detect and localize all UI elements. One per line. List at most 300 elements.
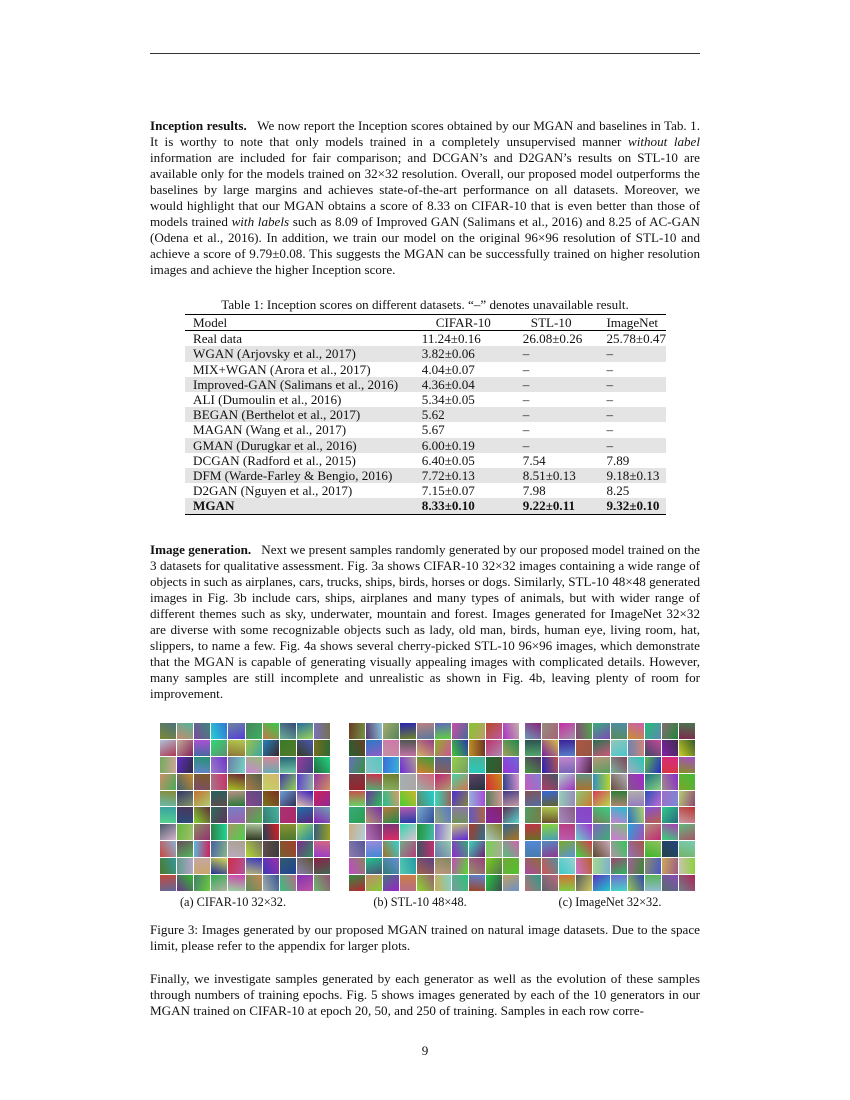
- sample-image: [628, 774, 644, 790]
- sample-image: [503, 841, 519, 857]
- cell-cifar10: 5.34±0.05: [421, 392, 475, 408]
- sample-image: [211, 807, 227, 823]
- sample-image: [542, 875, 558, 891]
- sample-image: [383, 841, 399, 857]
- cell-cifar10: 6.00±0.19: [421, 437, 475, 453]
- sample-image: [297, 807, 313, 823]
- sample-image: [593, 824, 609, 840]
- sample-image: [486, 723, 502, 739]
- sample-image: [645, 807, 661, 823]
- sample-image: [383, 807, 399, 823]
- sample-image: [611, 740, 627, 756]
- sample-image: [469, 858, 485, 874]
- sample-image: [297, 723, 313, 739]
- sample-image: [263, 841, 279, 857]
- cell-cifar10: 8.33±0.10: [421, 498, 475, 514]
- sample-image: [349, 824, 365, 840]
- sample-image: [314, 858, 330, 874]
- sample-image: [263, 875, 279, 891]
- cell-imagenet: –: [606, 392, 613, 408]
- cell-stl10: –: [522, 361, 530, 377]
- cell-imagenet: 9.18±0.13: [606, 468, 660, 484]
- cell-cifar10: 4.36±0.04: [421, 376, 475, 392]
- sample-image: [611, 723, 627, 739]
- inception-scores-table: [185, 314, 666, 515]
- cell-cifar10: 5.67: [421, 422, 445, 438]
- cell-cifar10: 6.40±0.05: [421, 452, 475, 468]
- sample-image: [246, 740, 262, 756]
- sample-image: [452, 858, 468, 874]
- sample-image: [383, 824, 399, 840]
- sample-image: [662, 740, 678, 756]
- image-generation-heading: Image generation.: [150, 542, 252, 557]
- sample-image: [628, 723, 644, 739]
- sample-image: [486, 757, 502, 773]
- sample-image: [349, 875, 365, 891]
- sample-image: [417, 858, 433, 874]
- sample-image: [194, 841, 210, 857]
- sample-image: [679, 824, 695, 840]
- sample-image: [645, 875, 661, 891]
- imagenet-sample-grid: [525, 723, 695, 891]
- final-text: Finally, we investigate samples generated by each generator as well as the evolution of these samples through numbers of training epochs. Fig. 5 shows images generated by each of the 10 generators in our MGAN trained on CIFAR-10 at epoch 20, 50, and 250 of training. Samples in each row corre-: [150, 971, 700, 1018]
- sample-image: [542, 807, 558, 823]
- sample-image: [435, 740, 451, 756]
- sample-image: [611, 757, 627, 773]
- sample-image: [486, 841, 502, 857]
- sample-image: [469, 841, 485, 857]
- sample-image: [366, 841, 382, 857]
- sample-image: [349, 774, 365, 790]
- sample-image: [280, 875, 296, 891]
- sample-image: [228, 807, 244, 823]
- sample-image: [525, 858, 541, 874]
- inception-emph-1: without label: [627, 134, 700, 149]
- sample-image: [400, 824, 416, 840]
- sample-image: [297, 875, 313, 891]
- sample-image: [452, 875, 468, 891]
- sample-image: [611, 841, 627, 857]
- table-row: [185, 377, 666, 392]
- sample-image: [435, 858, 451, 874]
- sample-image: [194, 757, 210, 773]
- sample-image: [542, 757, 558, 773]
- sample-image: [177, 757, 193, 773]
- sample-image: [503, 824, 519, 840]
- sample-image: [366, 807, 382, 823]
- sample-image: [503, 807, 519, 823]
- cell-imagenet: –: [606, 437, 613, 453]
- sample-image: [194, 774, 210, 790]
- sample-image: [314, 824, 330, 840]
- subcaption-a: (a) CIFAR-10 32×32.: [179, 895, 287, 909]
- cell-cifar10: 4.04±0.07: [421, 361, 475, 377]
- cell-imagenet: –: [606, 407, 613, 423]
- sample-image: [679, 841, 695, 857]
- sample-image: [525, 757, 541, 773]
- sample-image: [349, 757, 365, 773]
- sample-image: [486, 858, 502, 874]
- cell-stl10: 26.08±0.26: [522, 331, 583, 347]
- stl10-sample-grid: [349, 723, 519, 891]
- sample-image: [486, 774, 502, 790]
- sample-image: [542, 858, 558, 874]
- cell-model: DFM (Warde-Farley & Bengio, 2016): [193, 468, 393, 484]
- sample-image: [628, 740, 644, 756]
- sample-image: [314, 774, 330, 790]
- sample-image: [263, 807, 279, 823]
- sample-image: [314, 875, 330, 891]
- sample-image: [628, 875, 644, 891]
- sample-image: [246, 875, 262, 891]
- sample-image: [525, 740, 541, 756]
- sample-image: [593, 875, 609, 891]
- cell-stl10: –: [522, 422, 530, 438]
- sample-image: [160, 841, 176, 857]
- cell-imagenet: 7.89: [606, 452, 630, 468]
- sample-image: [525, 824, 541, 840]
- sample-image: [645, 841, 661, 857]
- cell-model: Real data: [193, 331, 243, 347]
- sample-image: [503, 875, 519, 891]
- sample-image: [211, 757, 227, 773]
- sample-image: [160, 723, 176, 739]
- sample-image: [576, 723, 592, 739]
- sample-image: [297, 841, 313, 857]
- sample-image: [228, 774, 244, 790]
- sample-image: [211, 723, 227, 739]
- cell-cifar10: 5.62: [421, 407, 445, 423]
- sample-image: [435, 875, 451, 891]
- sample-image: [593, 807, 609, 823]
- table-row: [185, 483, 666, 498]
- cell-stl10: 8.51±0.13: [522, 468, 576, 484]
- sample-image: [194, 740, 210, 756]
- sample-image: [263, 774, 279, 790]
- sample-image: [542, 824, 558, 840]
- sample-image: [525, 791, 541, 807]
- sample-image: [228, 841, 244, 857]
- sample-image: [246, 723, 262, 739]
- sample-image: [400, 774, 416, 790]
- sample-image: [314, 740, 330, 756]
- sample-image: [160, 774, 176, 790]
- sample-image: [611, 774, 627, 790]
- sample-image: [383, 858, 399, 874]
- sample-image: [559, 824, 575, 840]
- sample-image: [662, 858, 678, 874]
- sample-image: [246, 774, 262, 790]
- sample-image: [194, 723, 210, 739]
- sample-image: [194, 858, 210, 874]
- sample-image: [576, 858, 592, 874]
- sample-image: [400, 858, 416, 874]
- sample-image: [246, 757, 262, 773]
- sample-image: [417, 807, 433, 823]
- sample-image: [628, 841, 644, 857]
- sample-image: [486, 875, 502, 891]
- sample-image: [435, 807, 451, 823]
- cell-model: D2GAN (Nguyen et al., 2017): [193, 483, 353, 499]
- cell-stl10: 9.22±0.11: [522, 498, 576, 514]
- cell-stl10: –: [522, 392, 530, 408]
- sample-image: [160, 757, 176, 773]
- cell-model: BEGAN (Berthelot et al., 2017): [193, 407, 361, 423]
- sample-image: [628, 824, 644, 840]
- sample-image: [469, 774, 485, 790]
- sample-image: [263, 757, 279, 773]
- sample-image: [542, 740, 558, 756]
- sample-image: [366, 757, 382, 773]
- sample-image: [211, 841, 227, 857]
- cell-imagenet: 9.32±0.10: [606, 498, 660, 514]
- sample-image: [228, 824, 244, 840]
- sample-image: [314, 723, 330, 739]
- sample-image: [435, 824, 451, 840]
- sample-image: [160, 875, 176, 891]
- sample-image: [542, 841, 558, 857]
- sample-image: [593, 723, 609, 739]
- sample-image: [177, 791, 193, 807]
- sample-image: [662, 757, 678, 773]
- sample-image: [662, 875, 678, 891]
- table-row: [185, 331, 666, 347]
- cell-stl10: –: [522, 407, 530, 423]
- sample-image: [503, 757, 519, 773]
- sample-image: [211, 774, 227, 790]
- sample-image: [486, 791, 502, 807]
- header-stl10: STL-10: [530, 315, 572, 330]
- sample-image: [417, 723, 433, 739]
- sample-image: [263, 858, 279, 874]
- table-row: [185, 407, 666, 422]
- sample-image: [645, 740, 661, 756]
- sample-image: [469, 791, 485, 807]
- sample-image: [366, 774, 382, 790]
- sample-image: [383, 791, 399, 807]
- sample-image: [576, 791, 592, 807]
- sample-image: [503, 858, 519, 874]
- sample-image: [263, 824, 279, 840]
- sample-image: [525, 723, 541, 739]
- table-row: [185, 438, 666, 453]
- cell-imagenet: 8.25: [606, 483, 630, 499]
- sample-image: [383, 740, 399, 756]
- cell-imagenet: –: [606, 422, 613, 438]
- sample-image: [525, 807, 541, 823]
- sample-image: [469, 875, 485, 891]
- sample-image: [559, 841, 575, 857]
- sample-image: [349, 740, 365, 756]
- sample-image: [246, 858, 262, 874]
- sample-image: [576, 875, 592, 891]
- sample-image: [679, 791, 695, 807]
- sample-image: [452, 723, 468, 739]
- sample-image: [383, 757, 399, 773]
- sample-image: [400, 757, 416, 773]
- sample-image: [486, 824, 502, 840]
- sample-image: [486, 740, 502, 756]
- sample-image: [177, 774, 193, 790]
- sample-image: [280, 757, 296, 773]
- sample-image: [417, 740, 433, 756]
- sample-image: [576, 824, 592, 840]
- inception-text-2: information are included for fair comparison; and DCGAN’s and D2GAN’s results on STL-10 are available only for the models trained on 32×32 resolution. Overall, our proposed model outperforms the baselines by large margins and achieves state-of-the-art performance on all datasets. Moreover, we would highlight that our MGAN obtains a score of 8.33 on CIFAR-10 that is even better than those of models trained: [150, 150, 700, 229]
- cell-imagenet: 25.78±0.47: [606, 331, 666, 347]
- sample-image: [525, 841, 541, 857]
- page-number: 9: [421, 1043, 429, 1058]
- subcaption-c: (c) ImageNet 32×32.: [558, 895, 662, 909]
- sample-image: [593, 858, 609, 874]
- sample-image: [246, 807, 262, 823]
- sample-image: [542, 723, 558, 739]
- sample-image: [400, 875, 416, 891]
- sample-image: [662, 841, 678, 857]
- sample-image: [177, 875, 193, 891]
- sample-image: [593, 774, 609, 790]
- sample-image: [645, 791, 661, 807]
- sample-image: [314, 791, 330, 807]
- sample-image: [611, 824, 627, 840]
- sample-image: [211, 875, 227, 891]
- table-row: [185, 422, 666, 437]
- sample-image: [194, 791, 210, 807]
- sample-image: [263, 740, 279, 756]
- table-row: [185, 392, 666, 407]
- sample-image: [280, 740, 296, 756]
- sample-image: [645, 774, 661, 790]
- sample-image: [160, 807, 176, 823]
- sample-image: [246, 791, 262, 807]
- sample-image: [314, 757, 330, 773]
- cell-model: WGAN (Arjovsky et al., 2017): [193, 346, 356, 362]
- cell-cifar10: 7.72±0.13: [421, 468, 475, 484]
- sample-image: [383, 875, 399, 891]
- sample-image: [417, 875, 433, 891]
- sample-image: [662, 774, 678, 790]
- cell-cifar10: 3.82±0.06: [421, 346, 475, 362]
- sample-image: [559, 875, 575, 891]
- figure-3-caption: Figure 3: Images generated by our proposed MGAN trained on natural image datasets. Due to the space limit, please refer to the appendix for larger plots.: [150, 922, 700, 953]
- inception-results-paragraph: [150, 118, 700, 278]
- sample-image: [400, 723, 416, 739]
- sample-image: [349, 791, 365, 807]
- sample-image: [542, 774, 558, 790]
- cell-model: MGAN: [193, 498, 235, 514]
- sample-image: [349, 841, 365, 857]
- sample-image: [280, 791, 296, 807]
- sample-image: [177, 740, 193, 756]
- sample-image: [435, 723, 451, 739]
- sample-image: [576, 774, 592, 790]
- sample-image: [297, 791, 313, 807]
- sample-image: [559, 791, 575, 807]
- sample-image: [194, 824, 210, 840]
- sample-image: [177, 841, 193, 857]
- sample-image: [366, 858, 382, 874]
- sample-image: [160, 824, 176, 840]
- sample-image: [349, 807, 365, 823]
- sample-image: [177, 723, 193, 739]
- sample-image: [645, 757, 661, 773]
- sample-image: [400, 740, 416, 756]
- sample-image: [297, 740, 313, 756]
- sample-image: [160, 740, 176, 756]
- sample-image: [576, 740, 592, 756]
- sample-image: [645, 824, 661, 840]
- sample-image: [280, 858, 296, 874]
- cell-model: DCGAN (Radford et al., 2015): [193, 452, 356, 468]
- sample-image: [435, 791, 451, 807]
- cell-stl10: –: [522, 437, 530, 453]
- sample-image: [628, 858, 644, 874]
- sample-image: [366, 740, 382, 756]
- cell-imagenet: –: [606, 346, 613, 362]
- sample-image: [559, 774, 575, 790]
- cell-model: MIX+WGAN (Arora et al., 2017): [193, 361, 371, 377]
- sample-image: [228, 757, 244, 773]
- sample-image: [417, 824, 433, 840]
- sample-image: [349, 723, 365, 739]
- sample-image: [177, 858, 193, 874]
- table-row: [185, 453, 666, 468]
- sample-image: [160, 791, 176, 807]
- sample-image: [679, 875, 695, 891]
- sample-image: [228, 858, 244, 874]
- sample-image: [452, 740, 468, 756]
- sample-image: [679, 807, 695, 823]
- table-row: [185, 346, 666, 361]
- sample-image: [469, 740, 485, 756]
- sample-image: [211, 740, 227, 756]
- sample-image: [611, 807, 627, 823]
- sample-image: [194, 807, 210, 823]
- sample-image: [679, 723, 695, 739]
- cell-model: MAGAN (Wang et al., 2017): [193, 422, 347, 438]
- sample-image: [628, 791, 644, 807]
- sample-image: [366, 875, 382, 891]
- sample-image: [417, 791, 433, 807]
- sample-image: [177, 824, 193, 840]
- subcaption-b: (b) STL-10 48×48.: [373, 895, 467, 909]
- sample-image: [400, 841, 416, 857]
- sample-image: [263, 791, 279, 807]
- inception-text-1: We now report the Inception scores obtained by our MGAN and baselines in Tab. 1. It is worthy to note that only models trained in a completely unsupervised manner: [150, 118, 700, 149]
- sample-image: [593, 841, 609, 857]
- sample-image: [679, 774, 695, 790]
- cell-model: GMAN (Durugkar et al., 2016): [193, 437, 357, 453]
- sample-image: [383, 774, 399, 790]
- sample-image: [503, 791, 519, 807]
- sample-image: [593, 791, 609, 807]
- sample-image: [559, 807, 575, 823]
- sample-image: [417, 841, 433, 857]
- sample-image: [469, 757, 485, 773]
- sample-image: [211, 858, 227, 874]
- sample-image: [211, 824, 227, 840]
- sample-image: [400, 791, 416, 807]
- sample-image: [628, 757, 644, 773]
- sample-image: [280, 723, 296, 739]
- sample-image: [246, 841, 262, 857]
- cell-stl10: –: [522, 346, 530, 362]
- sample-image: [645, 723, 661, 739]
- sample-image: [452, 774, 468, 790]
- cell-imagenet: –: [606, 361, 613, 377]
- sample-image: [593, 740, 609, 756]
- sample-image: [662, 824, 678, 840]
- header-rule: [150, 53, 700, 54]
